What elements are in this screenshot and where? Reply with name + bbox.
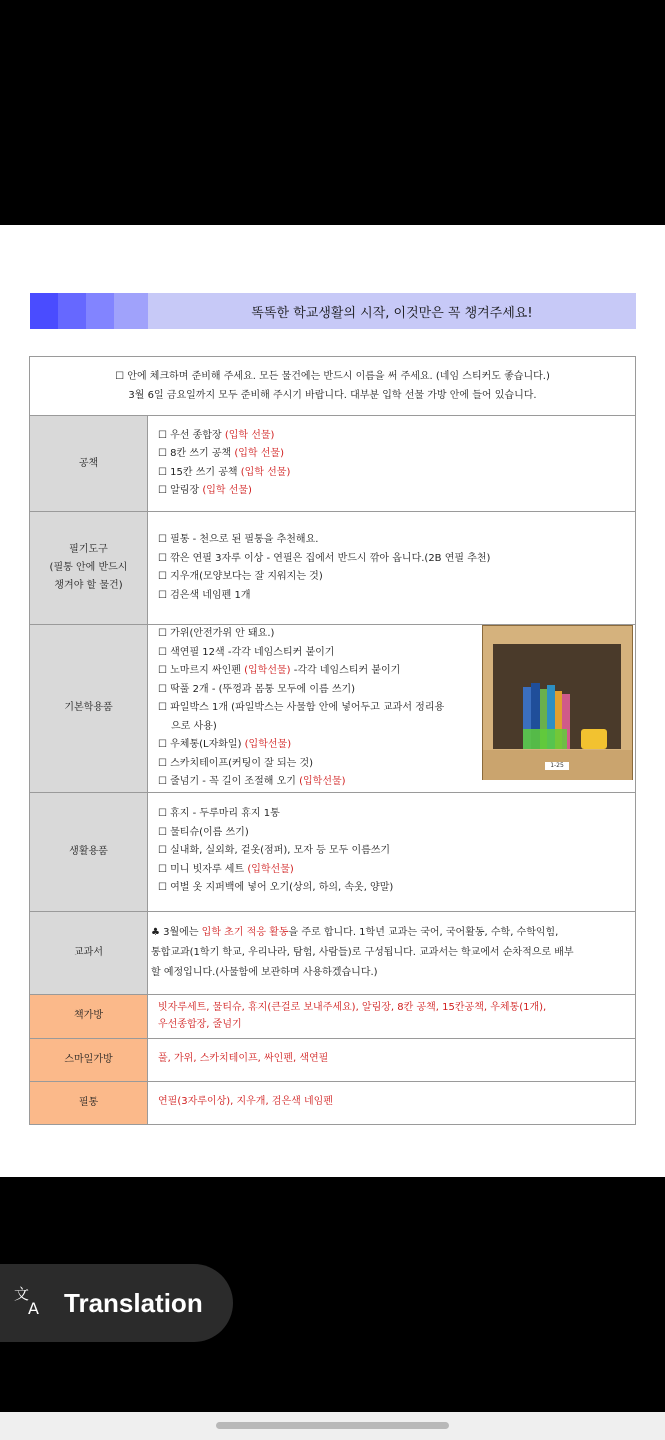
- list-item: ☐ 미니 빗자루 세트 (입학선물): [158, 863, 294, 875]
- items-living: [148, 792, 636, 911]
- row-writing: [30, 512, 636, 625]
- row-living: [30, 792, 636, 911]
- translation-button[interactable]: [0, 1264, 233, 1342]
- list-item: ☐ 줄넘기 - 꼭 길이 조절해 오기 (입학선물): [158, 776, 346, 787]
- list-item: ☐ 검은색 네임펜 1개: [158, 589, 251, 601]
- list-item: ☐ 지우개(모양보다는 잘 지워지는 것): [158, 571, 323, 582]
- banner-block: [58, 293, 86, 329]
- row-bag: [30, 994, 636, 1038]
- banner-block: [30, 293, 58, 329]
- list-item: ☐ 실내화, 실외화, 겉옷(점퍼), 모자 등 모두 이름쓰기: [158, 845, 391, 857]
- list-item: ☐ 알림장 (입학 선물): [158, 485, 252, 496]
- list-item: ☐ 15칸 쓰기 공책 (입학 선물): [158, 466, 291, 478]
- category-textbooks: 교과서: [30, 911, 148, 994]
- intro-row: [30, 357, 636, 416]
- translation-label: Translation: [64, 1287, 203, 1318]
- items-bag: 빗자루세트, 물티슈, 휴지(큰걸로 보내주세요), 알림장, 8칸 공책, 15칸공책, 우체통(1개), 우선종합장, 줄넘기: [148, 994, 636, 1038]
- category-notebooks: 공책: [30, 416, 148, 512]
- paragraph-line: 통합교과(1학기 학교, 우리나라, 탐험, 사람들)로 구성됩니다. 교과서는 학교에서 순차적으로 배부: [151, 946, 574, 958]
- row-pencilcase: [30, 1081, 636, 1124]
- list-item: ☐ 파일박스 1개 (파일박스는 사물함 안에 넣어두고 교과서 정리용: [158, 702, 445, 713]
- list-item: ☐ 필통 - 천으로 된 필통을 추천해요.: [158, 534, 319, 545]
- banner-block: [86, 293, 114, 329]
- list-item: ☐ 노마르지 싸인펜 (입학선물) -각각 네임스티커 붙이기: [158, 665, 401, 676]
- list-item: ☐ 여벌 옷 지퍼백에 넣어 오기(상의, 하의, 속옷, 양말): [158, 882, 394, 894]
- intro-cell: [30, 357, 636, 416]
- category-living: 생활용품: [30, 792, 148, 911]
- list-item: ☐ 스카치테이프(커팅이 잘 되는 것): [158, 757, 314, 769]
- home-gesture-pill[interactable]: [216, 1422, 449, 1429]
- checklist-table: [29, 356, 636, 1125]
- intro-line: ☐ 안에 체크하며 준비해 주세요. 모든 물건에는 반드시 이름을 써 주세요. (네임 스티커도 좋습니다.): [115, 371, 550, 382]
- locker-photo: [482, 625, 633, 780]
- list-item: ☐ 물티슈(이름 쓰기): [158, 826, 249, 838]
- intro-line: 3월 6일 금요일까지 모두 준비해 주시기 바랍니다. 대부분 입학 선물 가방 안에 들어 있습니다.: [128, 390, 537, 401]
- list-item: ☐ 우체통(L자화일) (입학선물): [158, 739, 292, 750]
- items-basic: [148, 625, 636, 793]
- list-item: 으로 사용): [171, 720, 217, 732]
- category-basic: 기본학용품: [30, 625, 148, 793]
- svg-text:文: 文: [14, 1285, 30, 1303]
- document-page: [0, 225, 665, 1177]
- header-banner: [30, 293, 636, 329]
- locker-number-label: 1-25: [545, 762, 569, 770]
- list-item: ☐ 8칸 쓰기 공책 (입학 선물): [158, 448, 284, 459]
- row-notebooks: [30, 416, 636, 512]
- category-smile: 스마일가방: [30, 1038, 148, 1081]
- category-pencilcase: 필통: [30, 1081, 148, 1124]
- category-bag: 책가방: [30, 994, 148, 1038]
- banner-title: 똑똑한 학교생활의 시작, 이것만은 꼭 챙겨주세요!: [148, 293, 636, 329]
- items-textbooks: [148, 911, 636, 994]
- items-pencilcase: 연필(3자루이상), 지우개, 검은색 네임펜: [148, 1081, 636, 1124]
- banner-block: [114, 293, 148, 329]
- items-notebooks: [148, 416, 636, 512]
- paragraph-line: ♣ 3월에는 입학 초기 적응 활동을 주로 합니다. 1학년 교과는 국어, 국어활동, 수학, 수학익힘,: [151, 926, 559, 938]
- svg-text:A: A: [28, 1299, 39, 1317]
- list-item: ☐ 우선 종합장 (입학 선물): [158, 429, 275, 441]
- list-item: ☐ 휴지 - 두루마리 휴지 1통: [158, 808, 280, 820]
- category-writing: 필기도구 (필통 안에 반드시 챙겨야 할 물건): [30, 512, 148, 625]
- row-basic: [30, 625, 636, 793]
- row-smile: [30, 1038, 636, 1081]
- translate-icon: [13, 1283, 47, 1323]
- paragraph-line: 할 예정입니다.(사물함에 보관하며 사용하겠습니다.): [151, 966, 378, 978]
- list-item: ☐ 가위(안전가위 안 돼요.): [158, 628, 275, 639]
- list-item: ☐ 딱풀 2개 - (뚜껑과 몸통 모두에 이름 쓰기): [158, 683, 356, 695]
- row-textbooks: [30, 911, 636, 994]
- items-smile: 풀, 가위, 스카치테이프, 싸인펜, 색연필: [148, 1038, 636, 1081]
- list-item: ☐ 색연필 12색 -각각 네임스티커 붙이기: [158, 646, 335, 658]
- items-writing: [148, 512, 636, 625]
- list-item: ☐ 깎은 연필 3자루 이상 - 연필은 집에서 반드시 깎아 옵니다.(2B 연필 추천): [158, 552, 491, 564]
